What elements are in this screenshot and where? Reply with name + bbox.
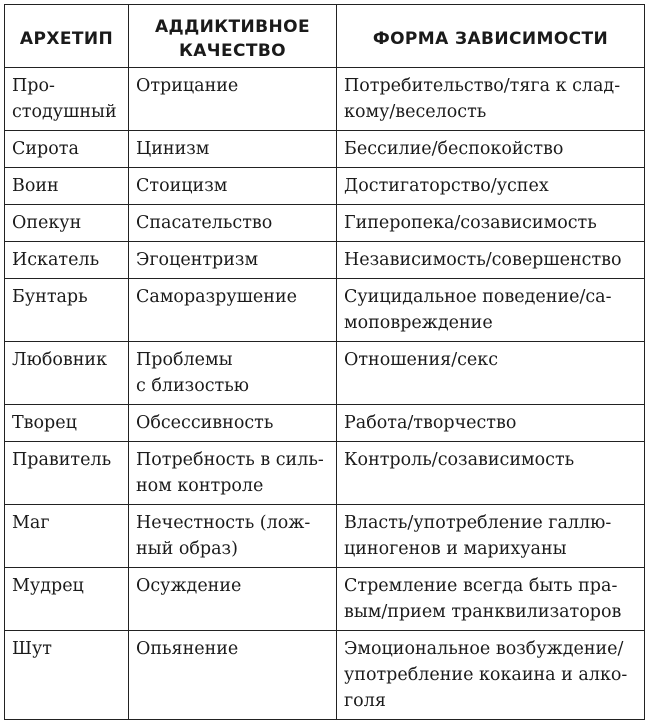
dependency-form-cell [337, 442, 645, 505]
table-row [5, 342, 645, 405]
cell-text-line: моповреждение [344, 313, 493, 333]
dependency-form-cell [337, 631, 645, 720]
cell-text-line: Мудрец [12, 576, 84, 596]
cell-text-line: Работа/творчество [344, 413, 517, 433]
table-body [5, 68, 645, 720]
addictive-quality-cell [129, 205, 337, 242]
cell-text-line: Цинизм [136, 139, 210, 159]
cell-text-line: голя [344, 691, 386, 711]
table-row [5, 442, 645, 505]
archetype-cell [5, 279, 129, 342]
cell-text-line: Спасательство [136, 213, 273, 233]
table-row [5, 205, 645, 242]
addictive-quality-cell [129, 342, 337, 405]
addictive-quality-cell [129, 631, 337, 720]
header-line: КАЧЕСТВО [178, 41, 287, 61]
header-line: АРХЕТИП [19, 29, 114, 49]
addictive-quality-cell [129, 505, 337, 568]
cell-text-line: Нечестность (лож- [136, 513, 311, 533]
archetype-cell [5, 405, 129, 442]
archetype-cell [5, 205, 129, 242]
dependency-form-cell [337, 405, 645, 442]
cell-text-line: Обсессивность [136, 413, 274, 433]
cell-text-line: Гиперопека/созависимость [344, 213, 597, 233]
header-addictive-quality [129, 5, 337, 68]
cell-text-line: Воин [12, 176, 59, 196]
cell-text-line: Любовник [12, 350, 108, 370]
dependency-form-cell [337, 68, 645, 131]
cell-text-line: Достигаторство/успех [344, 176, 549, 196]
cell-text-line: Проблемы [136, 350, 233, 370]
cell-text-line: циногенов и марихуаны [344, 539, 567, 559]
cell-text-line: Бессилие/беспокойство [344, 139, 564, 159]
table-row [5, 242, 645, 279]
header-archetype [5, 5, 129, 68]
cell-text-line: Эмоциональное возбуждение/ [344, 639, 624, 659]
archetype-addiction-table-container [4, 4, 644, 720]
archetype-cell [5, 242, 129, 279]
cell-text-line: Осуждение [136, 576, 242, 596]
archetype-cell [5, 568, 129, 631]
table-row [5, 131, 645, 168]
table-row [5, 631, 645, 720]
table-row [5, 68, 645, 131]
addictive-quality-cell [129, 442, 337, 505]
cell-text-line: стодушный [12, 102, 117, 122]
header-line: АДДИКТИВНОЕ [154, 17, 311, 37]
cell-text-line: Независимость/совершенство [344, 250, 622, 270]
addictive-quality-cell [129, 242, 337, 279]
cell-text-line: Правитель [12, 450, 112, 470]
archetype-cell [5, 631, 129, 720]
dependency-form-cell [337, 168, 645, 205]
addictive-quality-cell [129, 568, 337, 631]
cell-text-line: кому/веселость [344, 102, 487, 122]
addictive-quality-cell [129, 131, 337, 168]
cell-text-line: Искатель [12, 250, 100, 270]
dependency-form-cell [337, 342, 645, 405]
archetype-cell [5, 505, 129, 568]
header-line: ФОРМА ЗАВИСИМОСТИ [372, 29, 609, 49]
archetype-cell [5, 442, 129, 505]
table-row [5, 168, 645, 205]
table-header [5, 5, 645, 68]
cell-text-line: Отрицание [136, 76, 239, 96]
cell-text-line: Контроль/созависимость [344, 450, 575, 470]
cell-text-line: Стремление всегда быть пра- [344, 576, 618, 596]
cell-text-line: Потребительство/тяга к слад- [344, 76, 621, 96]
dependency-form-cell [337, 131, 645, 168]
cell-text-line: Потребность в силь- [136, 450, 324, 470]
cell-text-line: ном контроле [136, 476, 264, 496]
cell-text-line: употребление кокаина и алко- [344, 665, 628, 685]
cell-text-line: Опьянение [136, 639, 239, 659]
cell-text-line: Опекун [12, 213, 82, 233]
header-row [5, 5, 645, 68]
cell-text-line: Отношения/секс [344, 350, 499, 370]
table-row [5, 279, 645, 342]
cell-text-line: Саморазрушение [136, 287, 297, 307]
cell-text-line: Власть/употребление галлю- [344, 513, 612, 533]
cell-text-line: Про- [12, 76, 55, 96]
header-dependency-form [337, 5, 645, 68]
cell-text-line: Бунтарь [12, 287, 88, 307]
archetype-addiction-table [4, 4, 645, 720]
archetype-cell [5, 131, 129, 168]
cell-text-line: Эгоцентризм [136, 250, 259, 270]
addictive-quality-cell [129, 279, 337, 342]
addictive-quality-cell [129, 405, 337, 442]
cell-text-line: ный образ) [136, 539, 238, 559]
cell-text-line: Шут [12, 639, 52, 659]
cell-text-line: Суицидальное поведение/са- [344, 287, 612, 307]
archetype-cell [5, 68, 129, 131]
addictive-quality-cell [129, 168, 337, 205]
dependency-form-cell [337, 279, 645, 342]
cell-text-line: Стоицизм [136, 176, 228, 196]
archetype-cell [5, 168, 129, 205]
table-row [5, 568, 645, 631]
cell-text-line: Творец [12, 413, 77, 433]
table-row [5, 505, 645, 568]
cell-text-line: с близостью [136, 376, 250, 396]
cell-text-line: Маг [12, 513, 50, 533]
cell-text-line: вым/прием транквилизаторов [344, 602, 622, 622]
dependency-form-cell [337, 505, 645, 568]
dependency-form-cell [337, 205, 645, 242]
archetype-cell [5, 342, 129, 405]
addictive-quality-cell [129, 68, 337, 131]
dependency-form-cell [337, 568, 645, 631]
dependency-form-cell [337, 242, 645, 279]
table-row [5, 405, 645, 442]
cell-text-line: Сирота [12, 139, 79, 159]
